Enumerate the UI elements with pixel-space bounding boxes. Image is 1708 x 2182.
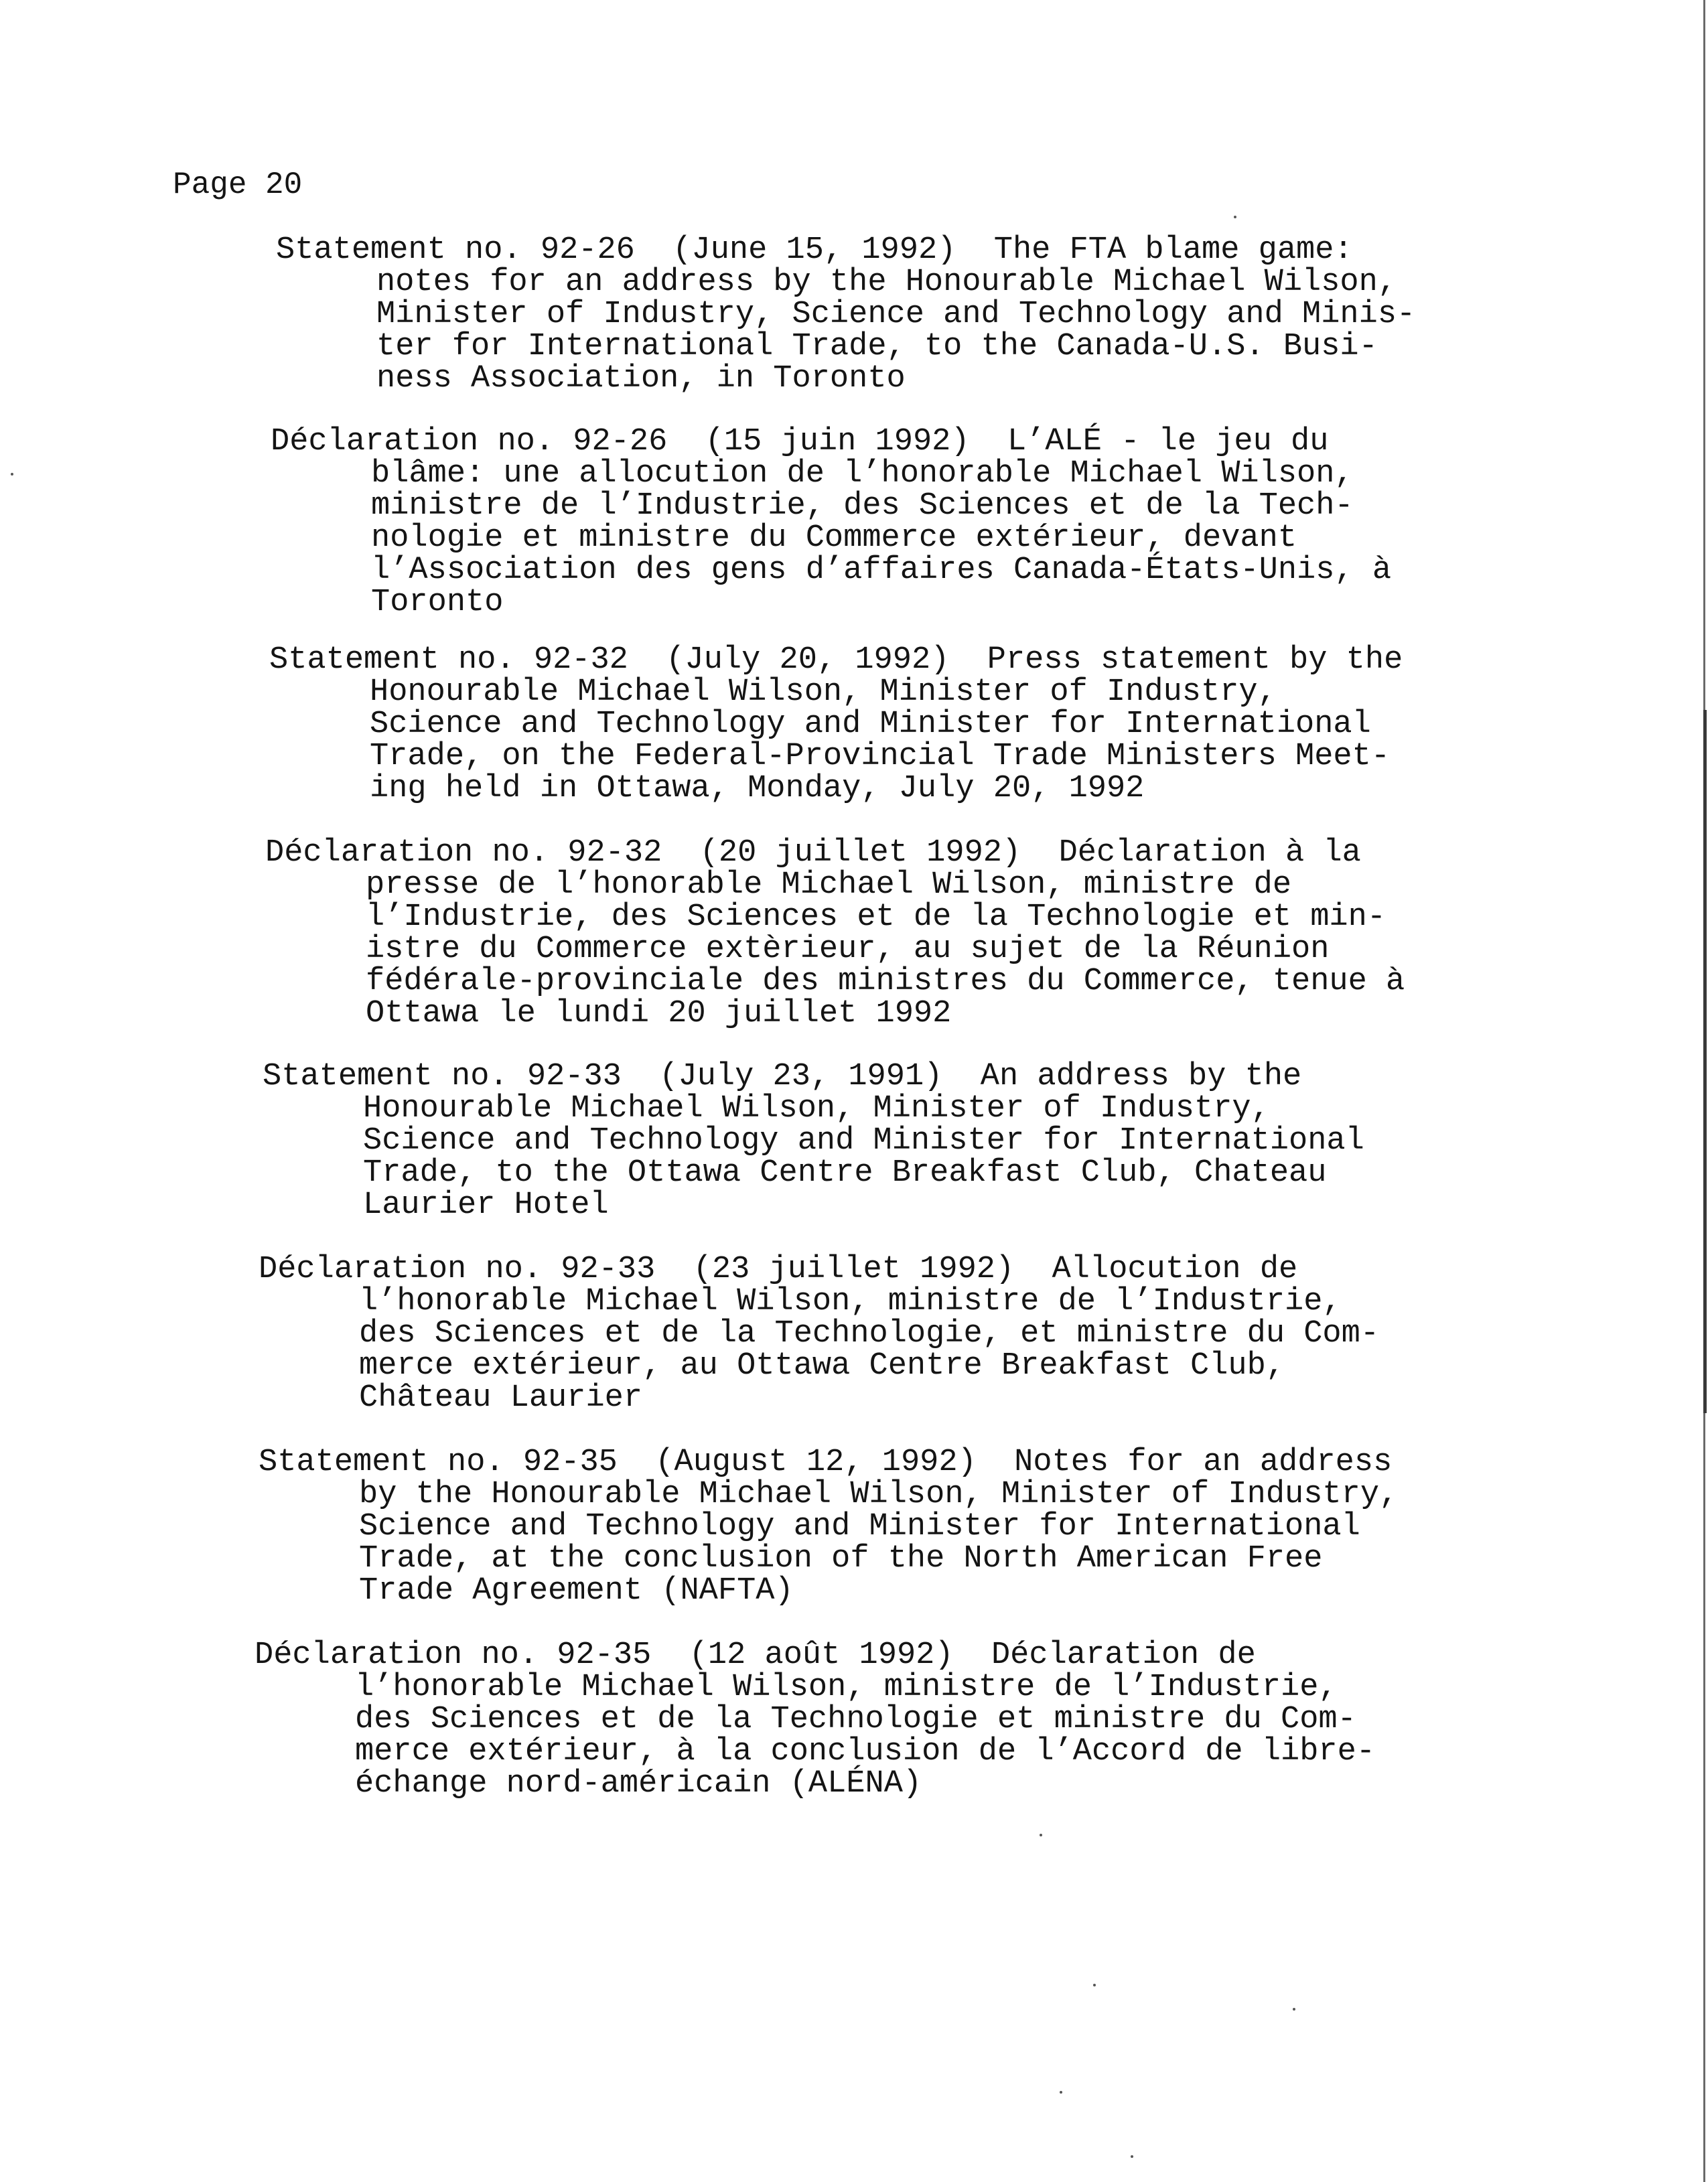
entry-text-line: merce extérieur, à la conclusion de l’Accord de libre- [355,1734,1376,1769]
entry-text-line: merce extérieur, au Ottawa Centre Breakfast Club, [359,1348,1285,1384]
entry-heading-line: Déclaration no. 92-32 (20 juillet 1992) Déclaration à la [265,835,1361,871]
scan-speck [1293,2008,1295,2011]
entry-text-line: nologie et ministre du Commerce extérieur, devant [371,520,1297,556]
entry-text-line: l’honorable Michael Wilson, ministre de l’Industrie, [355,1670,1338,1705]
entry-text-line: by the Honourable Michael Wilson, Minister of Industry, [359,1477,1399,1512]
entry-heading-line: Déclaration no. 92-33 (23 juillet 1992) Allocution de [259,1252,1298,1287]
scan-speck [1040,1834,1042,1836]
entry-text-line: fédérale-provinciale des ministres du Commerce, tenue à [366,964,1405,999]
entry-text-line: échange nord-américain (ALÉNA) [355,1766,922,1802]
scan-speck [11,473,13,476]
entry-text-line: des Sciences et de la Technologie, et ministre du Com- [359,1316,1380,1352]
entry-statement-92-33 [263,1061,1589,1222]
entry-text-line: Ottawa le lundi 20 juillet 1992 [366,996,952,1031]
entry-text-line: Trade Agreement (NAFTA) [359,1573,794,1609]
entry-text-line: l’Association des gens d’affaires Canada-États-Unis, à [371,553,1392,588]
entry-text-line: Toronto [371,585,504,620]
scan-speck [1060,2091,1062,2094]
entry-text-line: Honourable Michael Wilson, Minister of Industry, [363,1091,1270,1126]
entry-text-line: Science and Technology and Minister for International [359,1509,1360,1544]
entry-text-line: Trade, at the conclusion of the North American Free [359,1541,1323,1577]
entry-text-line: istre du Commerce extèrieur, au sujet de la Réunion [366,932,1330,967]
entry-declaration-92-26 [271,426,1597,619]
entry-text-line: l’Industrie, des Sciences et de la Technologie et min- [366,899,1386,935]
entry-text-line: Château Laurier [359,1380,643,1416]
entry-heading-line: Déclaration no. 92-35 (12 août 1992) Déclaration de [255,1638,1256,1673]
entry-heading-line: Statement no. 92-35 (August 12, 1992) Notes for an address [259,1445,1393,1480]
entry-text-line: ing held in Ottawa, Monday, July 20, 1992 [370,771,1145,806]
entry-text-line: l’honorable Michael Wilson, ministre de l’Industrie, [359,1284,1342,1319]
entry-heading-line: Statement no. 92-26 (June 15, 1992) The FTA blame game: [276,232,1353,268]
entry-declaration-92-33 [259,1254,1585,1414]
entry-text-line: Honourable Michael Wilson, Minister of Industry, [370,674,1277,710]
entry-heading-line: Statement no. 92-32 (July 20, 1992) Press statement by the [269,642,1403,678]
entry-text-line: Trade, to the Ottawa Centre Breakfast Club, Chateau [363,1155,1327,1191]
entry-heading-line: Déclaration no. 92-26 (15 juin 1992) L’ALÉ - le jeu du [271,424,1329,459]
entry-text-line: presse de l’honorable Michael Wilson, ministre de [366,867,1292,903]
entry-text-line: ness Association, in Toronto [376,361,906,396]
entry-text-line: Science and Technology and Minister for International [370,707,1371,742]
entry-statement-92-26 [276,234,1602,395]
entry-declaration-92-35 [255,1640,1581,1800]
entry-statement-92-35 [259,1447,1585,1607]
page-number: Page 20 [173,167,303,202]
entry-declaration-92-32 [265,837,1591,1030]
entry-text-line: ter for International Trade, to the Canada-U.S. Busi- [376,329,1378,364]
scan-edge-shadow [1703,710,1707,1413]
entry-text-line: Minister of Industry, Science and Technology and Minis- [376,297,1416,332]
entry-text-line: Science and Technology and Minister for International [363,1123,1364,1159]
entry-text-line: notes for an address by the Honourable Michael Wilson, [376,265,1397,300]
entry-text-line: ministre de l’Industrie, des Sciences et de la Tech- [371,488,1354,524]
scan-speck [1131,2155,1133,2158]
entry-text-line: des Sciences et de la Technologie et ministre du Com- [355,1702,1356,1737]
entry-text-line: blâme: une allocution de l’honorable Michael Wilson, [371,456,1354,492]
scan-speck [1234,216,1236,218]
entry-text-line: Laurier Hotel [363,1187,609,1223]
entry-text-line: Trade, on the Federal-Provincial Trade Ministers Meet- [370,739,1391,774]
scan-speck [1093,1984,1096,1986]
entry-statement-92-32 [269,644,1595,805]
entry-heading-line: Statement no. 92-33 (July 23, 1991) An address by the [263,1059,1302,1094]
